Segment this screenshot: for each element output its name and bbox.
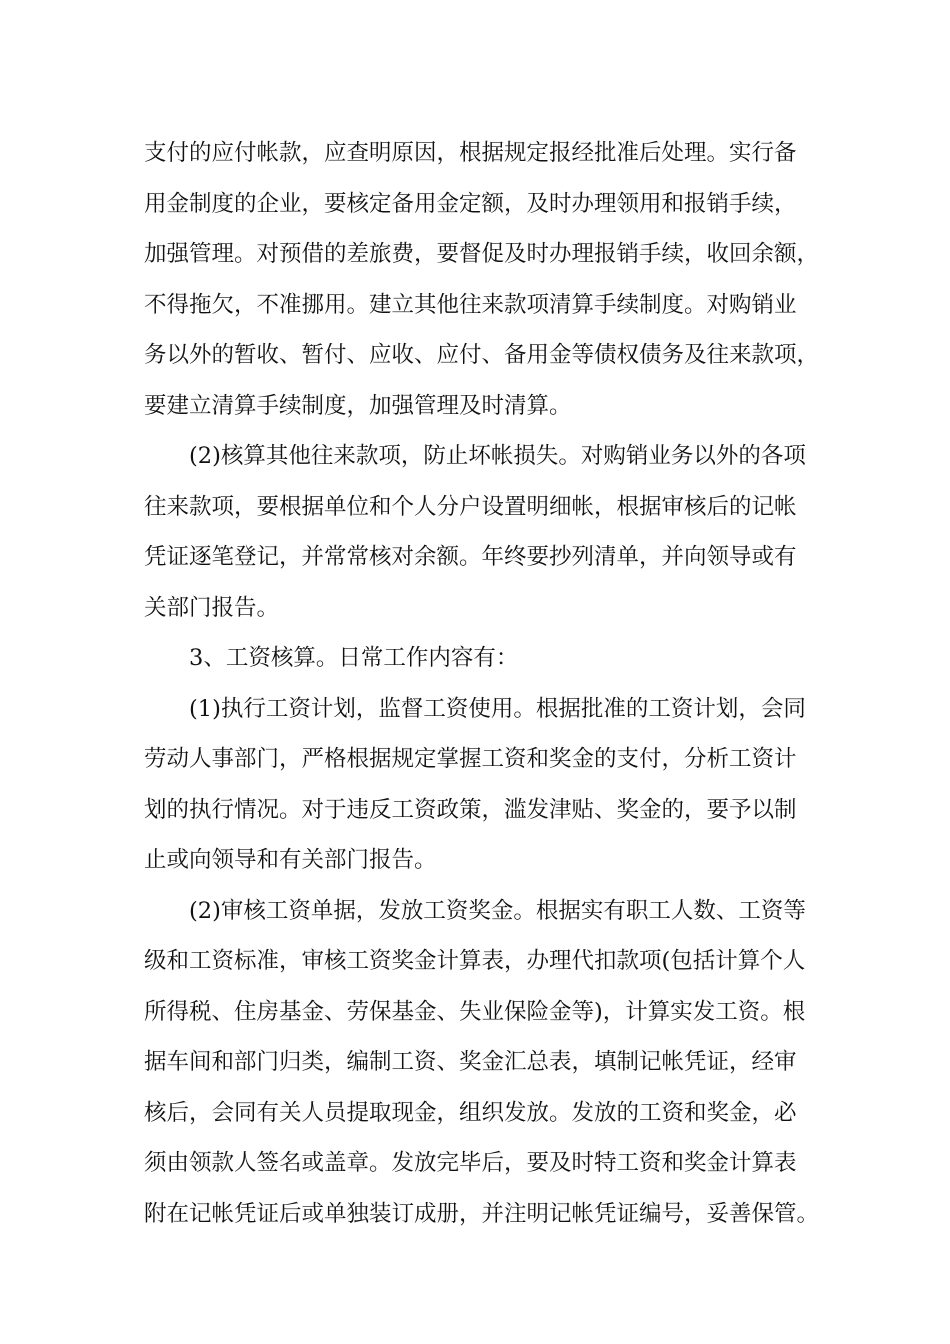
text-line: 关部门报告。 [144, 594, 280, 621]
text-line: 止或向领导和有关部门报告。 [144, 847, 437, 873]
text-line: 要建立清算手续制度，加强管理及时清算。 [144, 392, 572, 419]
text-line: 据车间和部门归类，编制工资、奖金汇总表，填制记帐凭证，经审 [144, 1049, 797, 1075]
text-line: 用金制度的企业，要核定备用金定额，及时办理领用和报销手续， [144, 190, 797, 217]
text-line: 务以外的暂收、暂付、应收、应付、备用金等债权债务及往来款项， [144, 342, 820, 368]
section-heading: 3、工资核算。日常工作内容有： [189, 645, 519, 671]
text-line: (1)执行工资计划，监督工资使用。根据批准的工资计划，会同 [189, 695, 806, 722]
text-line: 加强管理。对预借的差旅费，要督促及时办理报销手续，收回余额， [144, 241, 820, 267]
text-line: (2)审核工资单据，发放工资奖金。根据实有职工人数、工资等 [189, 897, 806, 924]
text-line: (2)核算其他往来款项，防止坏帐损失。对购销业务以外的各项 [189, 443, 806, 469]
text-line: 支付的应付帐款，应查明原因，根据规定报经批准后处理。实行备 [144, 140, 797, 166]
text-line: 凭证逐笔登记，并常常核对余额。年终要抄列清单，并向领导或有 [144, 544, 797, 570]
text-line: 划的执行情况。对于违反工资政策，滥发津贴、奖金的，要予以制 [144, 796, 797, 823]
body-text [144, 128, 834, 1239]
text-line: 劳动人事部门，严格根据规定掌握工资和奖金的支付，分析工资计 [144, 746, 797, 772]
text-line: 不得拖欠，不准挪用。建立其他往来款项清算手续制度。对购销业 [144, 291, 797, 318]
text-line: 须由领款人签名或盖章。发放完毕后，要及时特工资和奖金计算表 [144, 1150, 797, 1176]
text-line: 往来款项，要根据单位和个人分户设置明细帐，根据审核后的记帐 [144, 493, 797, 520]
text-line: 核后，会同有关人员提取现金，组织发放。发放的工资和奖金，必 [144, 1099, 797, 1126]
text-line: 所得税、住房基金、劳保基金、失业保险金等)，计算实发工资。根 [144, 998, 806, 1025]
text-line: 级和工资标准，审核工资奖金计算表，办理代扣款项(包括计算个人 [144, 948, 806, 974]
text-line: 附在记帐凭证后或单独装订成册，并注明记帐凭证编号，妥善保管。 [144, 1200, 820, 1227]
